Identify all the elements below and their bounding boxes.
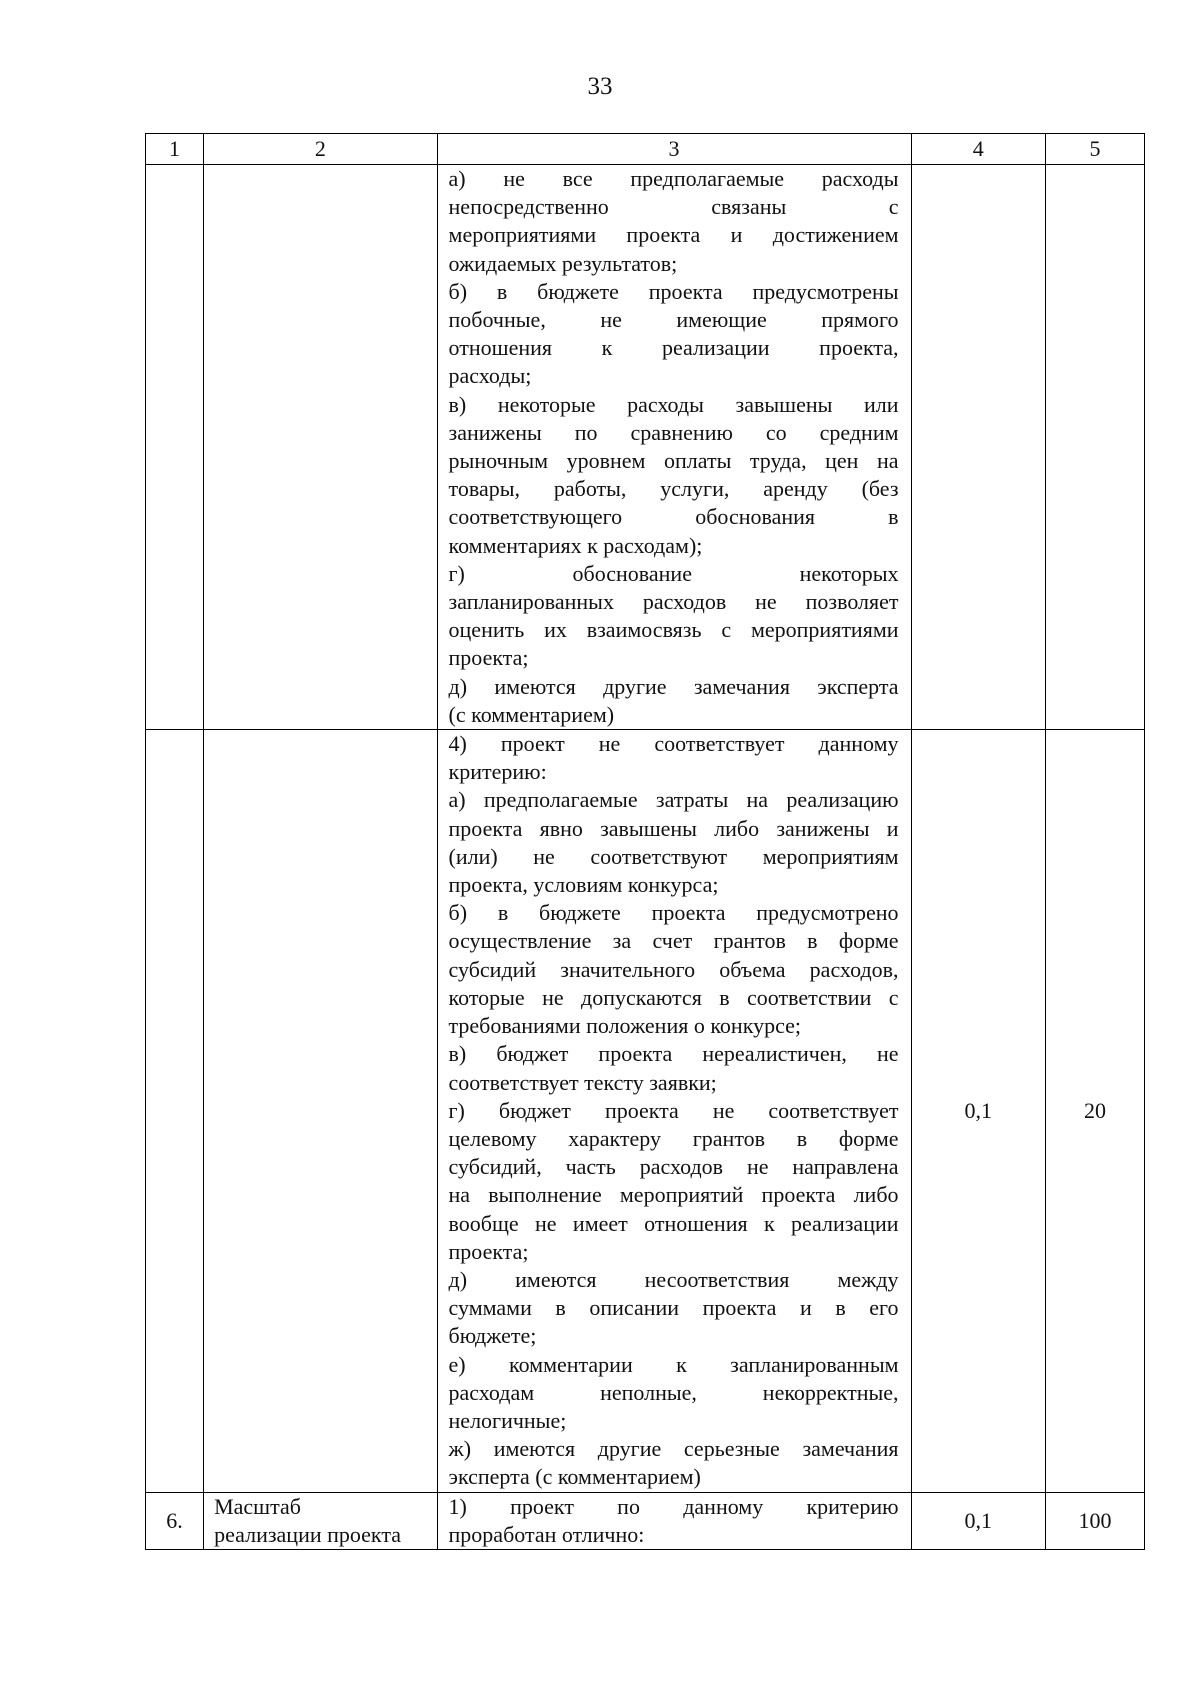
table-row: [146, 730, 1145, 1492]
description-line: в) некоторые расходы завышены или: [448, 391, 899, 417]
description-line: (или) не соответствуют мероприятиям: [448, 843, 899, 869]
description-line: е) комментарии к запланированным: [448, 1351, 899, 1377]
page-number: 33: [587, 73, 613, 100]
criterion-level-4-description: [437, 730, 911, 1492]
criterion-name-line-1: Масштаб: [214, 1493, 301, 1519]
description-line: расходам неполные, некорректные,: [448, 1379, 899, 1405]
criterion-level-1-description: [437, 1492, 911, 1549]
description-line: непосредственно связаны с: [448, 194, 899, 220]
header-col-3: 3: [437, 134, 911, 165]
description-line: рыночным уровнем оплаты труда, цен на: [448, 448, 899, 474]
description-line: соответствует тексту заявки;: [448, 1069, 717, 1095]
description-line: субсидий значительного объема расходов,: [448, 956, 899, 982]
description-line: в) бюджет проекта нереалистичен, не: [448, 1041, 899, 1067]
cell-weight-empty: [911, 165, 1046, 730]
description-line: г) бюджет проекта не соответствует: [448, 1097, 899, 1123]
description-line: целевому характеру грантов в форме: [448, 1125, 899, 1151]
description-line: соответствующего обоснования в: [448, 504, 899, 530]
description-line: требованиями положения о конкурсе;: [448, 1013, 801, 1039]
description-line: проекта, условиям конкурса;: [448, 872, 719, 898]
description-line: д) имеются другие замечания эксперта: [448, 673, 899, 699]
description-line: г) обоснование некоторых: [448, 560, 899, 586]
table-row: [146, 165, 1145, 730]
description-line: проекта;: [448, 1238, 529, 1264]
description-line: а) предполагаемые затраты на реализацию: [448, 787, 899, 813]
description-line: на выполнение мероприятий проекта либо: [448, 1182, 899, 1208]
description-line: вообще не имеет отношения к реализации: [448, 1210, 899, 1236]
description-line: критерию:: [448, 759, 547, 785]
description-line: мероприятиями проекта и достижением: [448, 222, 899, 248]
description-line: ж) имеются другие серьезные замечания: [448, 1436, 899, 1462]
description-line: субсидий, часть расходов не направлена: [448, 1154, 899, 1180]
header-col-4: 4: [911, 134, 1046, 165]
description-line: запланированных расходов не позволяет: [448, 589, 899, 615]
header-col-2: 2: [204, 134, 437, 165]
description-line: осуществление за счет грантов в форме: [448, 928, 899, 954]
description-line: проекта явно завышены либо занижены и: [448, 815, 899, 841]
header-col-5: 5: [1046, 134, 1145, 165]
description-line: занижены по сравнению со средним: [448, 419, 899, 445]
description-line: д) имеются несоответствия между: [448, 1266, 899, 1292]
description-line: проекта;: [448, 645, 529, 671]
description-line: проработан отлично:: [448, 1521, 645, 1547]
description-line: побочные, не имеющие прямого: [448, 307, 899, 333]
description-line: 1) проект по данному критерию: [448, 1493, 899, 1519]
cell-name-empty: [204, 165, 437, 730]
criterion-number: 6.: [146, 1492, 204, 1549]
cell-name-empty: [204, 730, 437, 1492]
description-line: которые не допускаются в соответствии с: [448, 984, 899, 1010]
description-line: суммами в описании проекта и в его: [448, 1295, 899, 1321]
description-line: эксперта (с комментарием): [448, 1464, 701, 1490]
description-line: (с комментарием): [448, 701, 615, 727]
max-score-cell: 20: [1046, 730, 1145, 1492]
description-line: нелогичные;: [448, 1407, 567, 1433]
max-score-cell: 100: [1046, 1492, 1145, 1549]
criteria-table: [145, 133, 1145, 1550]
weight-cell: 0,1: [911, 730, 1046, 1492]
description-line: б) в бюджете проекта предусмотрены: [448, 278, 899, 304]
table-header-row: [146, 134, 1145, 165]
header-col-1: 1: [146, 134, 204, 165]
description-line: 4) проект не соответствует данному: [448, 731, 899, 757]
description-line: а) не все предполагаемые расходы: [448, 166, 899, 191]
weight-cell: 0,1: [911, 1492, 1046, 1549]
criterion-name-line-2: реализации проекта: [214, 1521, 401, 1547]
description-line: оценить их взаимосвязь с мероприятиями: [448, 617, 899, 643]
description-line: товары, работы, услуги, аренду (без: [448, 476, 899, 502]
description-line: расходы;: [448, 363, 532, 389]
description-line: б) в бюджете проекта предусмотрено: [448, 900, 899, 926]
criterion-name: [204, 1492, 437, 1549]
criterion-level-3-description: [437, 165, 911, 730]
description-line: бюджете;: [448, 1323, 537, 1349]
description-line: комментариях к расходам);: [448, 532, 703, 558]
cell-score-empty: [1046, 165, 1145, 730]
cell-number-empty: [146, 730, 204, 1492]
cell-number-empty: [146, 165, 204, 730]
table-row: [146, 1492, 1145, 1549]
description-line: отношения к реализации проекта,: [448, 335, 899, 361]
description-line: ожидаемых результатов;: [448, 250, 678, 276]
